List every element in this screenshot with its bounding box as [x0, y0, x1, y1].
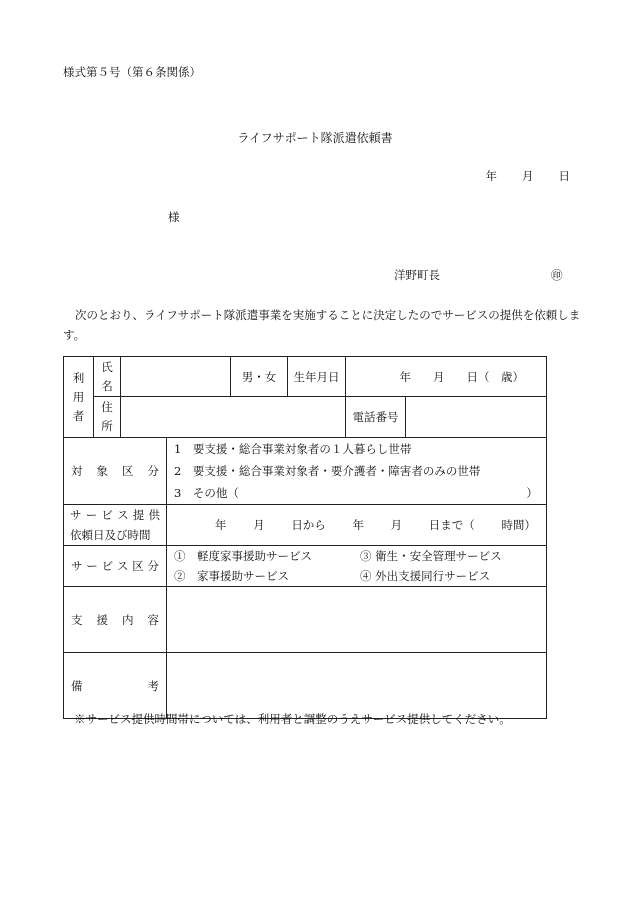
name-label: 氏 名: [94, 357, 121, 397]
document-title: ライフサポート隊派遣依頼書: [237, 131, 393, 145]
gender-field[interactable]: 男・女: [231, 357, 288, 397]
target-option-1: 1 要支援・総合事業対象者の１人暮らし世帯: [174, 442, 412, 456]
seal-mark: ㊞: [551, 268, 563, 282]
address-field[interactable]: [121, 397, 346, 438]
date-day: 日: [558, 169, 570, 183]
target-label: 対 象 区 分: [64, 438, 167, 505]
request-datetime-label: サ ー ビ ス 提 供 依頼日及び時間: [64, 505, 167, 546]
request-form-table: [63, 356, 547, 719]
address-label: 住 所: [94, 397, 121, 438]
target-option-2: 2 要支援・総合事業対象者・要介護者・障害者のみの世帯: [174, 464, 481, 478]
service-options[interactable]: [167, 546, 547, 587]
name-field[interactable]: [121, 357, 231, 397]
birthdate-label: 生年月日: [288, 357, 346, 397]
service-option-3: ③ 衛生・安全管理サービス: [360, 549, 502, 563]
target-option-3: 3 その他（ ）: [174, 486, 538, 500]
request-datetime-field[interactable]: 年 月 日から 年 月 日まで（ 時間）: [167, 505, 547, 546]
date-line: [461, 168, 571, 184]
date-year: 年: [485, 169, 497, 183]
service-option-2: ② 家事援助サービス: [174, 569, 289, 583]
remarks-field[interactable]: [167, 653, 547, 719]
footnote: ※サービス提供時間帯については、利用者と調整のうえサービス提供してください。: [74, 712, 511, 726]
date-month: 月: [522, 169, 534, 183]
support-content-label: 支 援 内 容: [64, 587, 167, 653]
user-label: 利 用 者: [64, 357, 94, 438]
issuer-name: 洋野町長: [394, 268, 440, 282]
birthdate-field[interactable]: 年 月 日（ 歳）: [346, 357, 547, 397]
phone-field[interactable]: [406, 397, 547, 438]
addressee-suffix: 様: [168, 210, 180, 224]
remarks-label: 備 考: [64, 653, 167, 719]
phone-label: 電話番号: [346, 397, 406, 438]
target-options[interactable]: [167, 438, 547, 505]
service-option-1: ① 軽度家事援助サービス: [174, 549, 312, 563]
body-text: 次のとおり、ライフサポート隊派遣事業を実施することに決定したのでサービスの提供を依頼します。: [63, 308, 581, 342]
support-content-field[interactable]: [167, 587, 547, 653]
service-option-4: ④ 外出支援同行サービス: [360, 569, 491, 583]
form-number: 様式第５号（第６条関係）: [63, 65, 201, 79]
service-label: サ ー ビ ス 区 分: [64, 546, 167, 587]
